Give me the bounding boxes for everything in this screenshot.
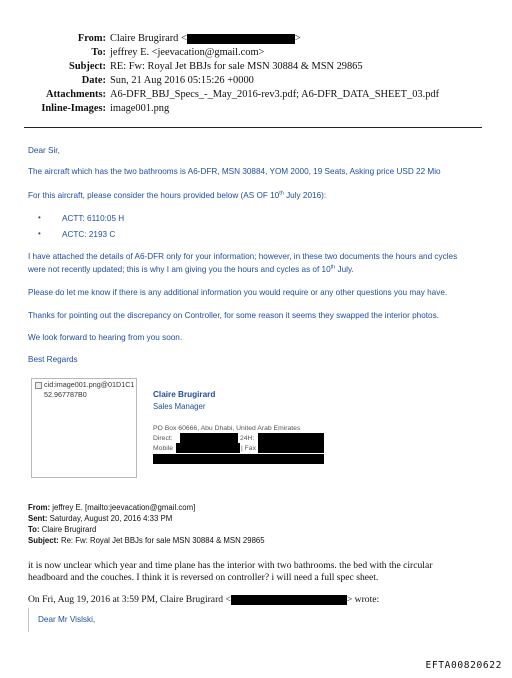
signature-name: Claire Brugirard: [153, 390, 216, 399]
signature-title: Sales Manager: [153, 402, 206, 411]
header-date-value: Sun, 21 Aug 2016 05:15:26 +0000: [110, 75, 254, 86]
redaction-block: [258, 443, 324, 453]
header-inline-images-row: [0, 102, 512, 116]
header-divider: [24, 127, 482, 128]
document-id: EFTA00820622: [425, 660, 502, 671]
fwd-to-label: To:: [28, 525, 40, 534]
bullet-actc: ACTC: 2193 C: [62, 230, 116, 239]
header-to-row: [0, 46, 512, 60]
reply-line-2: headboard and the couches. I think it is reversed on controller? i will need a full spec sheet.: [28, 572, 379, 583]
body-line-hours-intro: [28, 190, 326, 202]
fwd-from-value: jeffrey E. [mailto:jeevacation@gmail.com]: [52, 503, 196, 512]
header-from-suffix: >: [294, 33, 301, 44]
fwd-from-label: From:: [28, 503, 51, 512]
fwd-sent-label: Sent:: [28, 514, 48, 523]
header-from-value: [110, 32, 301, 46]
body-para-additional-info: Please do let me know if there is any additional information you would require or any other questions you may have.: [28, 288, 448, 297]
reply-attribution-line: [28, 594, 379, 606]
redaction-block: [187, 34, 295, 44]
fwd-sent-row: [28, 514, 172, 524]
body-greeting: Dear Sir,: [28, 146, 60, 155]
fwd-subject-value: Re: Fw: Royal Jet BBJs for sale MSN 30884 & MSN 29865: [60, 536, 265, 545]
redaction-block: [231, 595, 347, 605]
reply-line-1: it is now unclear which year and time plane has the interior with two bathrooms. the bed with the circular: [28, 560, 433, 571]
attached-line2-text: were not recently updated; this is why I am giving you the hours and cycles as of 10: [28, 265, 331, 274]
signature-image-placeholder: [31, 378, 137, 478]
attribution-tail: > wrote:: [346, 594, 380, 605]
redaction-block: [153, 454, 324, 464]
signature-fax-label: | Fax: [241, 445, 256, 452]
header-to-value: jeffrey E. <jeevacation@gmail.com>: [110, 47, 265, 58]
attached-line2-tail: July.: [335, 265, 354, 274]
signature-direct-label: Direct:: [153, 435, 173, 442]
header-subject-value: RE: Fw: Royal Jet BBJs for sale MSN 30884 & MSN 29865: [110, 61, 363, 72]
bullet-dot-icon: •: [38, 229, 41, 238]
redaction-block: [258, 433, 324, 443]
header-to-label: To:: [91, 47, 106, 58]
fwd-to-row: [28, 525, 96, 535]
body-para-discrepancy: Thanks for pointing out the discrepancy on Controller, for some reason it seems they swapped the interior photos.: [28, 311, 439, 320]
fwd-subject-row: [28, 536, 265, 546]
header-inline-images-value[interactable]: image001.png: [110, 103, 170, 114]
redaction-block: [176, 443, 240, 453]
header-attachments-label: Attachments:: [45, 89, 106, 100]
body-para-attached-line2: [28, 264, 354, 276]
fwd-subject-label: Subject:: [28, 536, 59, 545]
quote-bar: [28, 608, 29, 632]
body-line-aircraft: The aircraft which has the two bathrooms is A6-DFR, MSN 30884, YOM 2000, 19 Seats, Asking price USD 22 Mio: [28, 167, 441, 176]
header-subject-row: [0, 60, 512, 74]
signature-image-alt: cid:image001.png@01D1C152.967787B0: [44, 380, 135, 399]
hours-intro-sup: th: [279, 190, 284, 197]
hours-intro-tail: July 2016):: [283, 191, 327, 200]
header-inline-images-label: Inline-Images:: [41, 103, 106, 114]
fwd-from-row: [28, 503, 195, 513]
bullet-dot-icon: •: [38, 213, 41, 222]
attached-line2-sup: th: [330, 264, 336, 271]
signature-mobile-label: Mobile: [153, 445, 174, 452]
body-para-attached-line1: I have attached the details of A6-DFR only for your information; however, in these two documents the hours and cycles: [28, 252, 458, 261]
body-closing: Best Regards: [28, 355, 78, 364]
header-date-label: Date:: [81, 75, 106, 86]
header-subject-label: Subject:: [69, 61, 106, 72]
signature-address: PO Box 60666, Abu Dhabi, United Arab Emirates: [153, 425, 301, 432]
body-para-look-forward: We look forward to hearing from you soon.: [28, 333, 183, 342]
hours-intro-text: For this aircraft, please consider the hours provided below (AS OF 10: [28, 191, 280, 200]
bullet-actt: ACTT: 6110:05 H: [62, 214, 125, 223]
header-attachments-value[interactable]: A6-DFR_BBJ_Specs_-_May_2016-rev3.pdf; A6-DFR_DATA_SHEET_03.pdf: [110, 89, 440, 100]
header-from-name: Claire Brugirard <: [110, 33, 187, 44]
header-from-label: From:: [77, 33, 106, 44]
fwd-sent-value: Saturday, August 20, 2016 4:33 PM: [49, 514, 173, 523]
header-from-row: [0, 32, 512, 46]
quoted-greeting: Dear Mr Vislski,: [38, 615, 96, 624]
signature-24h-label: 24H:: [240, 435, 255, 442]
fwd-to-value: Claire Brugirard: [41, 525, 97, 534]
attribution-text: On Fri, Aug 19, 2016 at 3:59 PM, Claire Brugirard <: [28, 594, 231, 605]
broken-image-icon: [35, 382, 42, 389]
header-attachments-row: [0, 88, 512, 102]
redaction-block: [180, 433, 238, 443]
header-date-row: [0, 74, 512, 88]
